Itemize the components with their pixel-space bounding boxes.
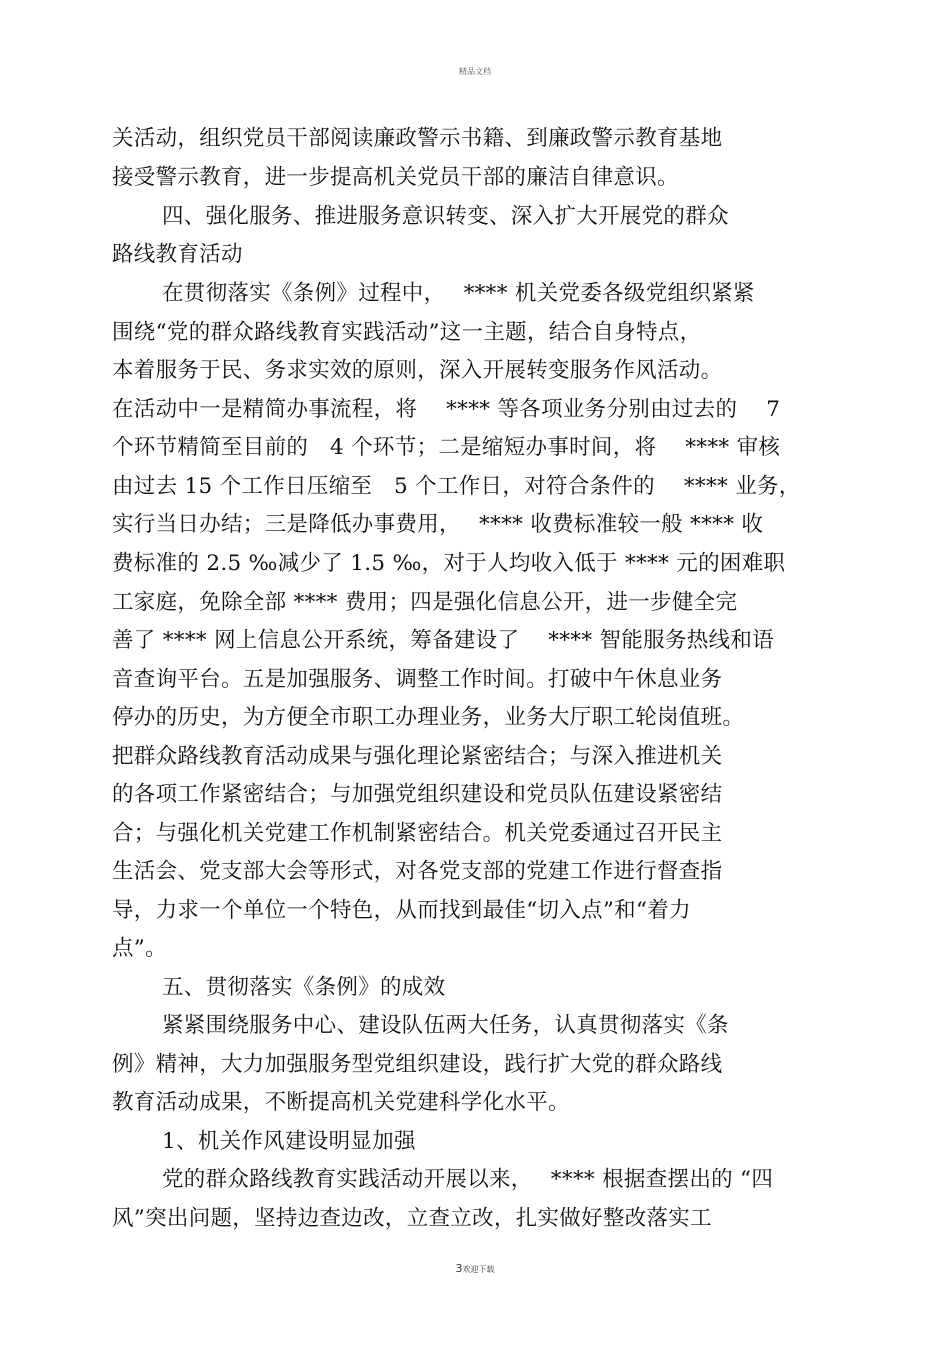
section-heading-cont: 路线教育活动	[112, 242, 243, 267]
page-header: 精品文档	[459, 67, 491, 76]
text-line: 由过去 15 个工作日压缩至 5 个工作日，对符合条件的 **** 业务，	[112, 474, 801, 499]
section-heading: 五、贯彻落实《条例》的成效	[162, 975, 446, 1000]
text-line: 本着服务于民、务求实效的原则，深入开展转变服务作风活动。	[112, 358, 723, 383]
text-line: 点”。	[112, 936, 167, 961]
text-line: 在贯彻落实《条例》过程中， **** 机关党委各级党组织紧紧	[162, 281, 755, 306]
text-line: 合；与强化机关党建工作机制紧密结合。机关党委通过召开民主	[112, 821, 723, 846]
text-line: 把群众路线教育活动成果与强化理论紧密结合；与深入推进机关	[112, 744, 723, 769]
text-line: 善了 **** 网上信息公开系统，筹备建设了 **** 智能服务热线和语	[112, 628, 774, 653]
section-heading: 四、强化服务、推进服务意识转变、深入扩大开展党的群众	[162, 204, 729, 229]
text-line: 围绕“党的群众路线教育实践活动”这一主题，结合自身特点，	[112, 320, 702, 345]
text-line: 例》精神，大力加强服务型党组织建设，践行扩大党的群众路线	[112, 1052, 723, 1077]
text-line: 工家庭，免除全部 **** 费用；四是强化信息公开，进一步健全完	[112, 590, 738, 615]
text-line: 接受警示教育，进一步提高机关党员干部的廉洁自律意识。	[112, 165, 679, 190]
text-line: 党的群众路线教育实践活动开展以来， **** 根据查摆出的 “四	[162, 1167, 774, 1192]
footer-text: 欢迎下载	[462, 1265, 495, 1274]
text-line: 关活动，组织党员干部阅读廉政警示书籍、到廉政警示教育基地	[112, 126, 723, 151]
page-footer	[0, 1262, 950, 1275]
text-line: 费标准的 2.5 ‰减少了 1.5 ‰，对于人均收入低于 **** 元的困难职	[112, 551, 786, 576]
text-line: 紧紧围绕服务中心、建设队伍两大任务，认真贯彻落实《条	[162, 1013, 729, 1038]
text-line: 音查询平台。五是加强服务、调整工作时间。打破中午休息业务	[112, 667, 723, 692]
text-line: 教育活动成果，不断提高机关党建科学化水平。	[112, 1090, 570, 1115]
text-line: 在活动中一是精简办事流程，将 **** 等各项业务分别由过去的 7	[112, 397, 781, 422]
text-line: 实行当日办结；三是降低办事费用， **** 收费标准较一般 **** 收	[112, 512, 764, 537]
page-number: 3	[455, 1262, 463, 1275]
text-line: 的各项工作紧密结合；与加强党组织建设和党员队伍建设紧密结	[112, 782, 723, 807]
text-line: 风”突出问题，坚持边查边改，立查立改，扎实做好整改落实工	[112, 1206, 712, 1231]
text-line: 生活会、党支部大会等形式，对各党支部的党建工作进行督查指	[112, 859, 723, 884]
subsection-heading: 1、机关作风建设明显加强	[162, 1129, 416, 1154]
text-line: 个环节精简至目前的 4 个环节；二是缩短办事时间，将 **** 审核	[112, 435, 781, 460]
text-line: 导，力求一个单位一个特色，从而找到最佳“切入点”和“着力	[112, 898, 691, 923]
text-line: 停办的历史，为方便全市职工办理业务，业务大厅职工轮岗值班。	[112, 705, 745, 730]
